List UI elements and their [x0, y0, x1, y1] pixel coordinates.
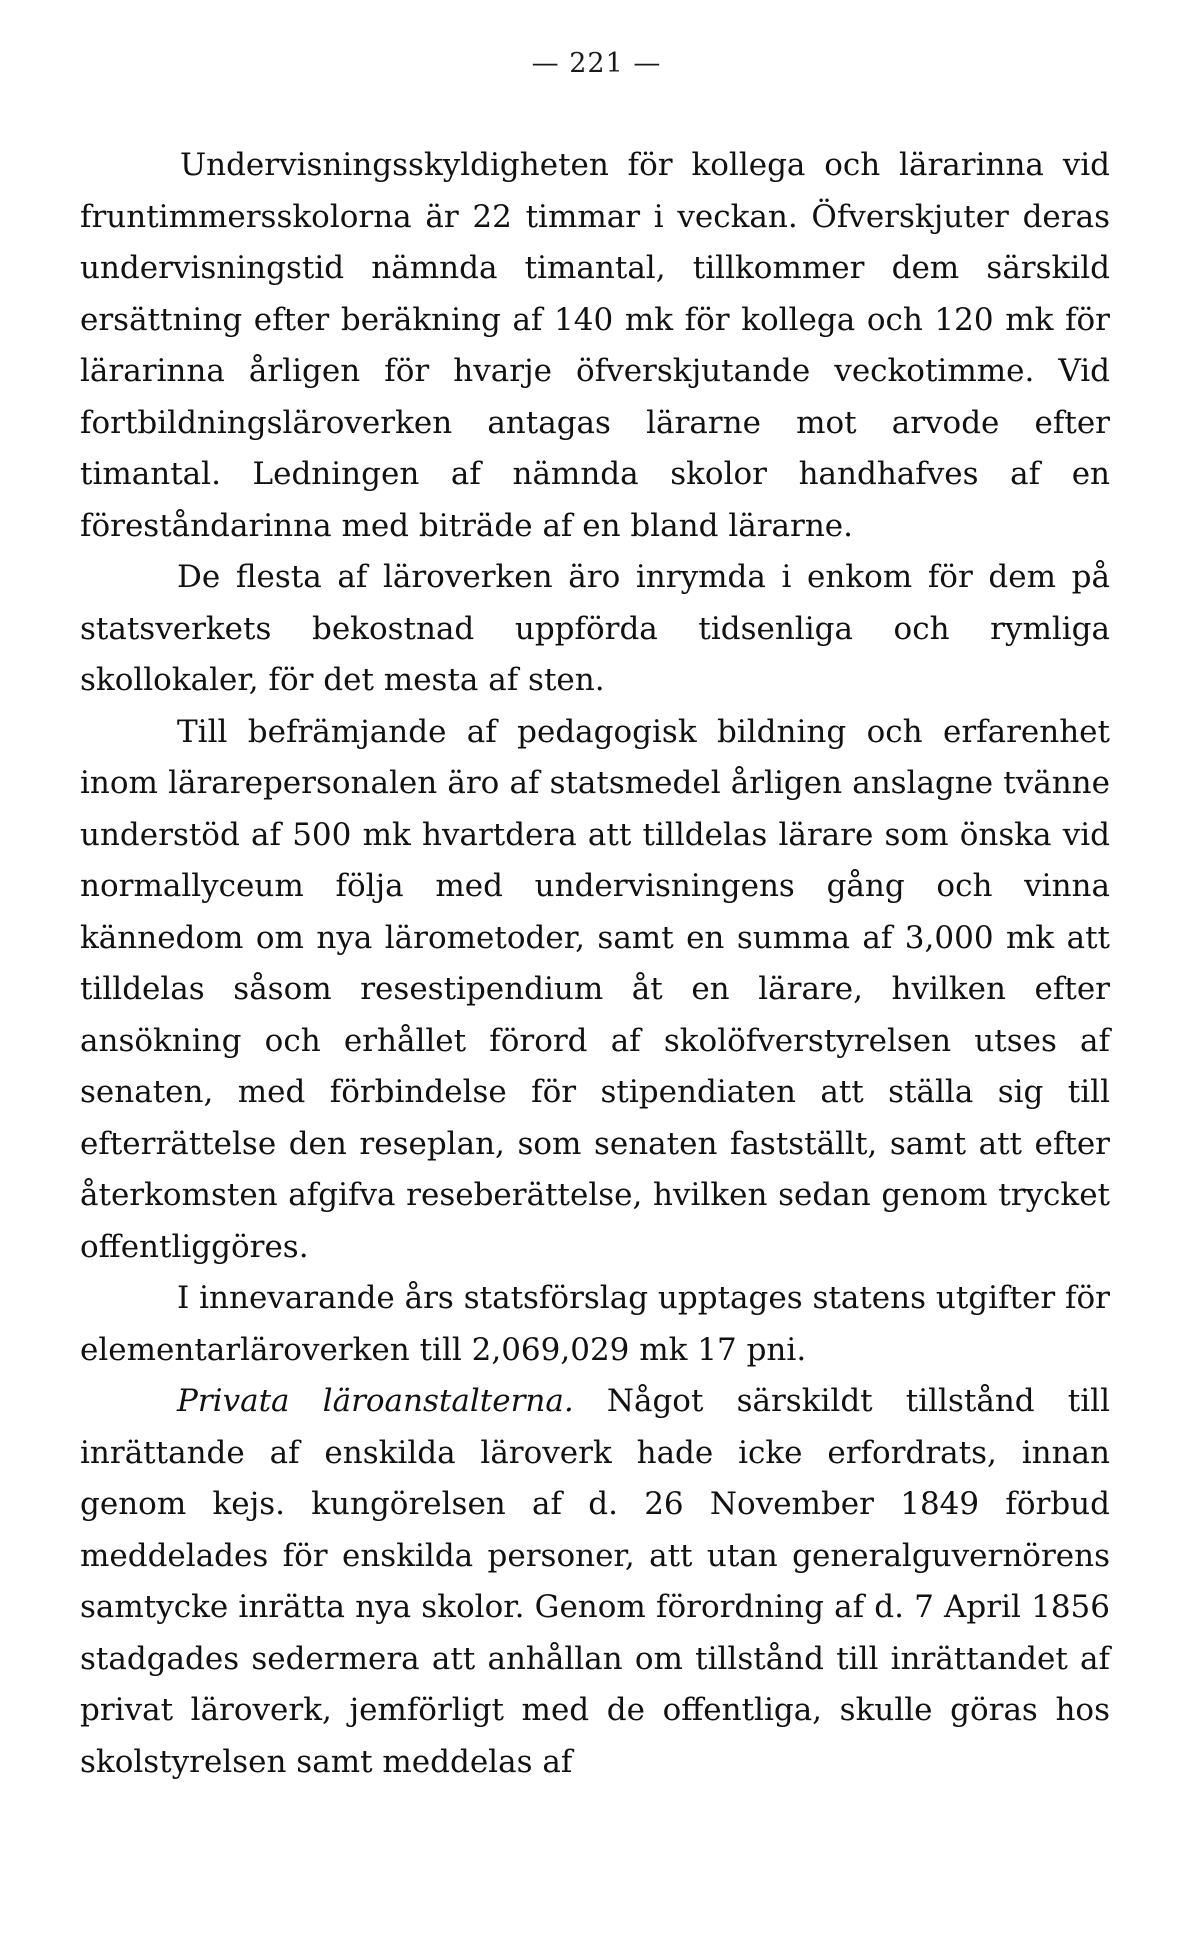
paragraph-private-schools: [80, 1376, 1110, 1788]
section-lead-heading: Privata läroanstalterna.: [177, 1383, 574, 1419]
paragraph-private-schools-text: Något särskildt tillstånd till inrättande af enskilda läroverk hade icke erfordrats, innan genom kejs. kungörelsen af d. 26 November 1849 förbud meddelades för enskilda personer, att utan generalguvernörens samtycke inrätta nya skolor. Genom förordning af d. 7 April 1856 stadgades sedermera att anhållan om tillstånd till inrättandet af privat läroverk, jemförligt med de offentliga, skulle göras hos skolstyrelsen samt meddelas af: [80, 1383, 1110, 1780]
paragraph-teaching-hours: Undervisningsskyldigheten för kollega och lärarinna vid fruntimmersskolorna är 22 timmar i veckan. Öfverskjuter deras undervisningstid nämnda timantal, tillkommer dem särskild ersättning efter beräkning af 140 mk för kollega och 120 mk för lärarinna årligen för hvarje öfverskjutande veckotimme. Vid fortbildningsläroverken antagas lärarne mot arvode efter timantal. Ledningen af nämnda skolor handhafves af en föreståndarinna med biträde af en bland lärarne.: [80, 147, 1110, 544]
paragraph-state-budget: I innevarande års statsförslag upptages statens utgifter för elementarläroverken till 2,069,029 mk 17 pni.: [80, 1280, 1110, 1368]
body-text: [80, 140, 1110, 1788]
paragraph-pedagogical-grants: Till befrämjande af pedagogisk bildning och erfarenhet inom lärarepersonalen äro af statsmedel årligen anslagne tvänne understöd af 500 mk hvartdera att tilldelas lärare som önska vid normallyceum följa med undervisningens gång och vinna kännedom om nya lärometoder, samt en summa af 3,000 mk att tilldelas såsom resestipendium åt en lärare, hvilken efter ansökning och erhållet förord af skolöfverstyrelsen utses af senaten, med förbindelse för stipendiaten att ställa sig till efterrättelse den reseplan, som senaten fastställt, samt att efter återkomsten afgifva reseberättelse, hvilken sedan genom trycket offentliggöres.: [80, 713, 1110, 1265]
paragraph-school-buildings: De flesta af läroverken äro inrymda i enkom för dem på statsverkets bekostnad uppförda tidsenliga och rymliga skollokaler, för det mesta af sten.: [80, 559, 1110, 698]
page-number: — 221 —: [531, 48, 662, 79]
